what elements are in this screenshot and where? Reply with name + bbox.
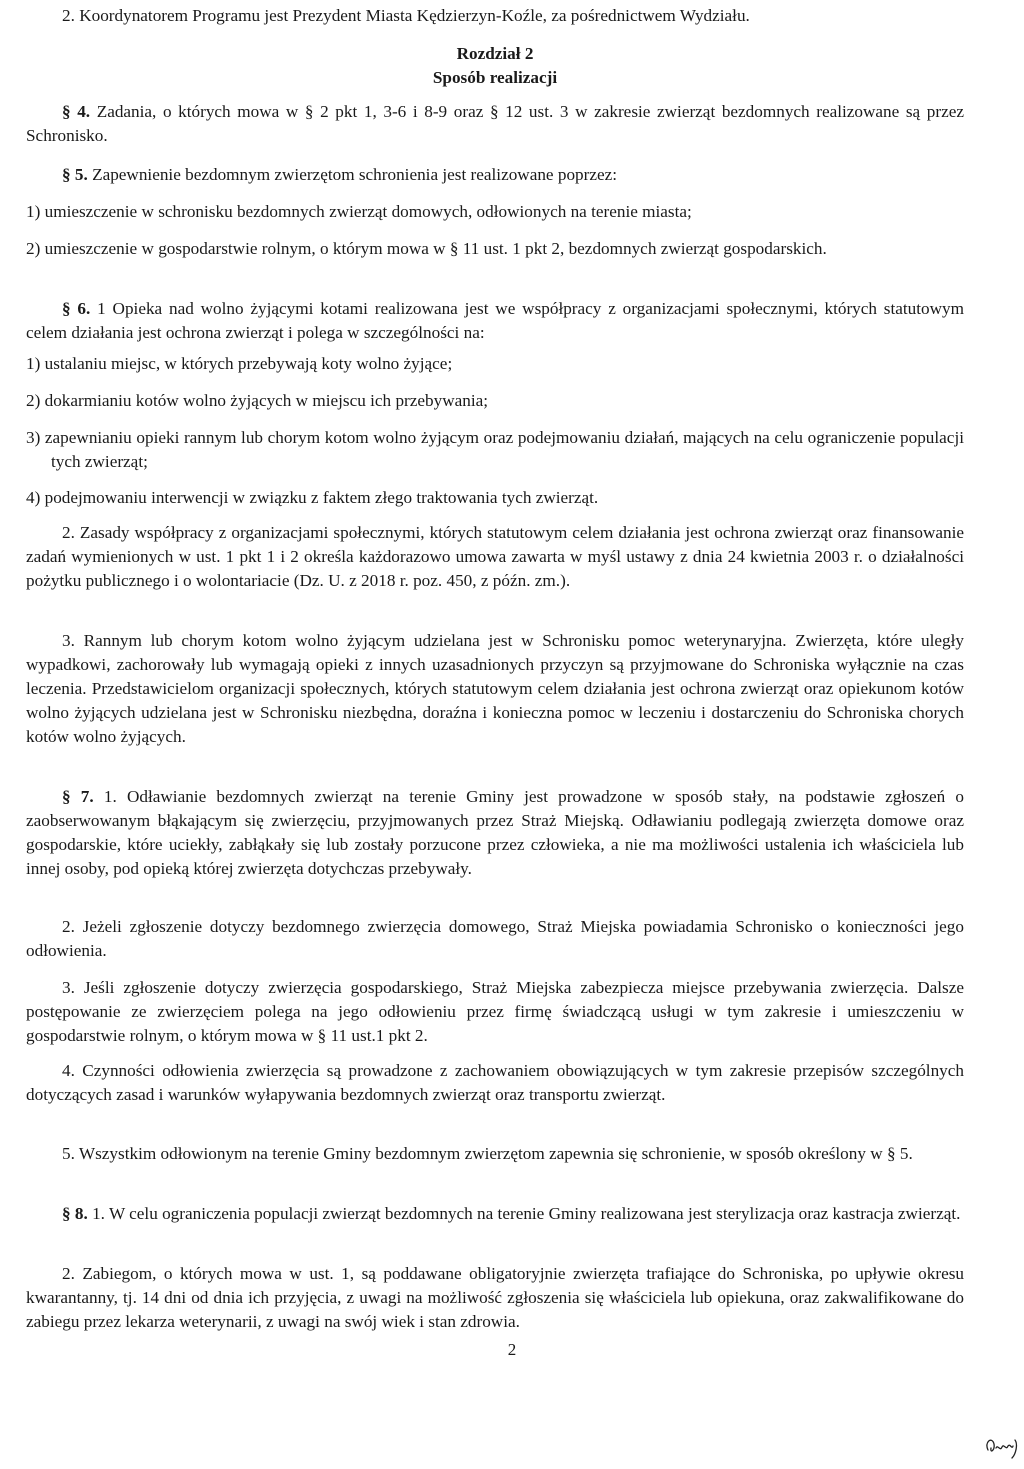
section-6-number: § 6. [62, 299, 91, 318]
section-5-text: Zapewnienie bezdomnym zwierzętom schronienia jest realizowane poprzez: [87, 165, 618, 184]
paragraph-coordinator: 2. Koordynatorem Programu jest Prezydent Miasta Kędzierzyn-Koźle, za pośrednictwem Wydziału. [62, 6, 750, 25]
section-4-number: § 4. [62, 102, 91, 121]
section-8-number: § 8. [62, 1204, 88, 1223]
section-6-paragraph-3: 3. Rannym lub chorym kotom wolno żyjącym udzielana jest w Schronisku pomoc weterynaryjna. Zwierzęta, które uległy wypadkowi, zachorowały lub wymagają opieki z innych uzasadnionych przyczyn są przyjmowane do Schroniska wyłącznie na czas leczenia. Przedstawicielom organizacji społecznych, których statutowym celem działania jest ochrona zwierząt oraz opiekunom kotów wolno żyjących udzielana jest w Schronisku niezbędna, doraźna i konieczna pomoc w leczeniu i dostarczeniu do Schroniska chorych kotów wolno żyjących. [26, 631, 964, 746]
section-4 [26, 100, 964, 148]
section-7 [26, 785, 964, 881]
section-7-paragraph-5: 5. Wszystkim odłowionym na terenie Gminy bezdomnym zwierzętom zapewnia się schronienie, w sposób określony w § 5. [62, 1144, 913, 1163]
section-7-number: § 7. [62, 787, 94, 806]
section-6-item-1: 1) ustalaniu miejsc, w których przebywają koty wolno żyjące; [26, 354, 453, 373]
section-5-item-1: 1) umieszczenie w schronisku bezdomnych zwierząt domowych, odłowionych na terenie miasta; [26, 202, 692, 221]
section-8-text: 1. W celu ograniczenia populacji zwierząt bezdomnych na terenie Gminy realizowana jest sterylizacja oraz kastracja zwierząt. [87, 1204, 961, 1223]
section-6-text: 1 Opieka nad wolno żyjącymi kotami realizowana jest we współpracy z organizacjami społecznymi, których statutowym celem działania jest ochrona zwierząt i polega w szczególności na: [26, 299, 965, 342]
section-7-paragraph-3: 3. Jeśli zgłoszenie dotyczy zwierzęcia gospodarskiego, Straż Miejska zabezpiecza miejsce przebywania zwierzęcia. Dalsze postępowanie ze zwierzęciem polega na jego odłowieniu przez firmę świadczącą usługi w tym zakresie i umieszczeniu w gospodarstwie rolnym, o którym mowa w § 11 ust.1 pkt 2. [26, 978, 964, 1045]
section-6-item-3: 3) zapewnianiu opieki rannym lub chorym kotom wolno żyjącym oraz podejmowaniu działań, mających na celu ograniczenie populacji tych zwierząt; [26, 428, 964, 471]
section-8 [26, 1202, 964, 1226]
section-6-item-2: 2) dokarmianiu kotów wolno żyjących w miejscu ich przebywania; [26, 391, 489, 410]
section-6-item-4: 4) podejmowaniu interwencji w związku z faktem złego traktowania tych zwierząt. [26, 488, 599, 507]
page-number: 2 [507, 1340, 517, 1359]
section-5-number: § 5. [62, 165, 88, 184]
chapter-subheading: Sposób realizacji [432, 68, 558, 87]
section-5-item-2: 2) umieszczenie w gospodarstwie rolnym, o którym mowa w § 11 ust. 1 pkt 2, bezdomnych zwierząt gospodarskich. [26, 239, 827, 258]
chapter-heading: Rozdział 2 [456, 44, 534, 63]
section-6 [26, 297, 964, 345]
handwritten-initials-signature [982, 1432, 1022, 1462]
section-7-paragraph-2: 2. Jeżeli zgłoszenie dotyczy bezdomnego zwierzęcia domowego, Straż Miejska powiadamia Schronisko o konieczności jego odłowienia. [26, 917, 964, 960]
section-8-paragraph-2: 2. Zabiegom, o których mowa w ust. 1, są poddawane obligatoryjnie zwierzęta trafiające do Schroniska, po upływie okresu kwarantanny, tj. 14 dni od dnia ich przyjęcia, z uwagi na możliwość zgłoszenia się właściciela lub opiekuna, oraz zakwalifikowane do zabiegu przez lekarza weterynarii, z uwagi na swój wiek i stan zdrowia. [26, 1264, 964, 1331]
section-7-text: 1. Odławianie bezdomnych zwierząt na terenie Gminy jest prowadzone w sposób stały, na podstawie zgłoszeń o zaobserwowanym błąkającym się zwierzęciu, przyjmowanych przez Straż Miejską. Odławianiu podlegają zwierzęta domowe oraz gospodarskie, które uciekły, zabłąkały się lub zostały porzucone przez człowieka, a nie ma możliwości ustalenia ich właściciela lub innej osoby, pod opieką której zwierzęta dotychczas przebywały. [26, 787, 965, 878]
section-6-paragraph-2: 2. Zasady współpracy z organizacjami społecznymi, których statutowym celem działania jest ochrona zwierząt oraz finansowanie zadań wymienionych w ust. 1 pkt 1 i 2 określa każdorazowo umowa zawarta w myśl ustawy z dnia 24 kwietnia 2003 r. o działalności pożytku publicznego i o wolontariacie (Dz. U. z 2018 r. poz. 450, z późn. zm.). [26, 523, 964, 590]
section-5 [26, 163, 964, 187]
section-4-text: Zadania, o których mowa w § 2 pkt 1, 3-6 i 8-9 oraz § 12 ust. 3 w zakresie zwierząt bezdomnych realizowane są przez Schronisko. [26, 102, 964, 145]
section-7-paragraph-4: 4. Czynności odłowienia zwierzęcia są prowadzone z zachowaniem obowiązujących w tym zakresie przepisów szczególnych dotyczących zasad i warunków wyłapywania bezdomnych zwierząt oraz transportu zwierząt. [26, 1061, 964, 1104]
